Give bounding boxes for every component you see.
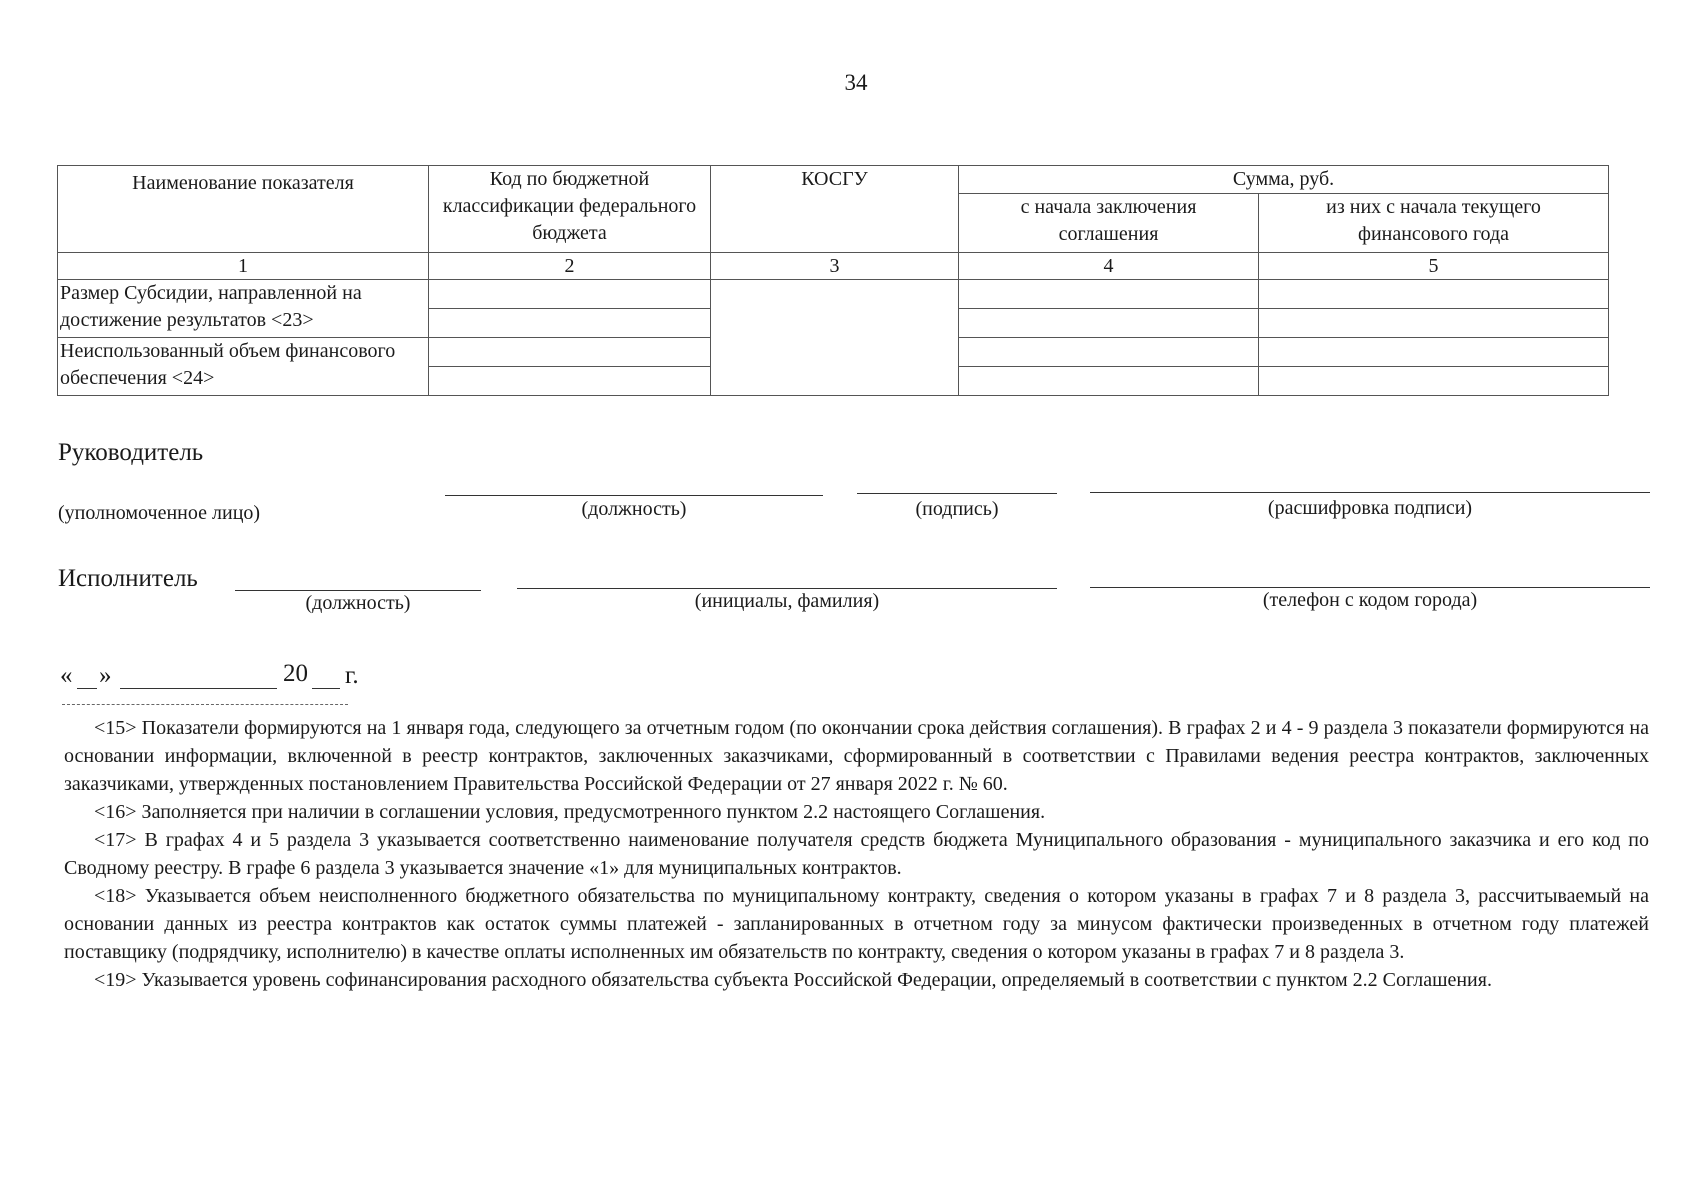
table-cell (959, 367, 1259, 396)
table-cell (1259, 309, 1609, 338)
footnote: <19> Указывается уровень софинансирования расходного обязательства субъекта Российской Федерации, определяемый в соответствии с пунктом 2.2 Соглашения. (94, 969, 1492, 991)
table-cell (711, 280, 959, 396)
page-number: 34 (844, 70, 868, 95)
column-number: 2 (429, 253, 711, 280)
row-label-unused: Неиспользованный объем финансового обеспечения <24> (58, 338, 429, 396)
row-label-subsidy: Размер Субсидии, направленной на достижение результатов <23> (58, 280, 429, 338)
head-subtitle: (уполномоченное лицо) (58, 502, 261, 524)
executor-title: Исполнитель (58, 565, 198, 592)
header-sum: Сумма, руб. (959, 166, 1609, 194)
table-cell (1259, 338, 1609, 367)
executor-position-caption: (должность) (305, 592, 411, 614)
date-year-line (312, 688, 340, 689)
decoding-caption: (расшифровка подписи) (1267, 497, 1473, 519)
table-cell (429, 338, 711, 367)
column-number: 3 (711, 253, 959, 280)
signature-line (857, 493, 1057, 494)
column-number: 4 (959, 253, 1259, 280)
footnote: <17> В графах 4 и 5 раздела 3 указывается соответственно наименование получателя средств бюджета Муниципального образования - муниципального заказчика и его код по Сводному реестру. В графе 6 раздела 3 указывается значение «1» для муниципальных контрактов. (64, 829, 1649, 879)
header-kosgu: КОСГУ (711, 166, 959, 253)
table-cell (429, 280, 711, 309)
footnotes (64, 714, 1649, 994)
date-close-quote: » (99, 662, 112, 689)
date-day-line (77, 688, 97, 689)
date-open-quote: « (60, 662, 73, 689)
header-name: Наименование показателя (58, 166, 429, 253)
table-cell (1259, 280, 1609, 309)
table-cell (959, 309, 1259, 338)
date-year: 20 (283, 660, 308, 687)
signature-caption: (подпись) (915, 498, 999, 520)
column-number: 5 (1259, 253, 1609, 280)
subsidy-table (57, 165, 1609, 396)
header-kbk: Код по бюджетной классификации федерального бюджета (429, 166, 711, 253)
decoding-line (1090, 492, 1650, 493)
column-number: 1 (58, 253, 429, 280)
executor-phone-caption: (телефон с кодом города) (1262, 589, 1478, 611)
table-cell (959, 280, 1259, 309)
executor-name-line (517, 588, 1057, 589)
date-suffix: г. (345, 662, 359, 689)
footnote-separator (62, 704, 348, 705)
position-line (445, 495, 823, 496)
executor-name-caption: (инициалы, фамилия) (694, 590, 880, 612)
header-sum-from-year: из них с начала текущего финансового года (1259, 194, 1609, 253)
executor-phone-line (1090, 587, 1650, 588)
executor-position-line (235, 590, 481, 591)
position-caption: (должность) (581, 498, 687, 520)
table-cell (959, 338, 1259, 367)
date-month-line (120, 688, 277, 689)
header-sum-from-agreement: с начала заключения соглашения (959, 194, 1259, 253)
table-cell (1259, 367, 1609, 396)
footnote: <18> Указывается объем неисполненного бюджетного обязательства по муниципальному контракту, сведения о котором указаны в графах 7 и 8 раздела 3, рассчитываемый на основании данных из реестра контрактов как остаток суммы платежей - запланированных в отчетном году за минусом фактически произведенных в отчетном году платежей поставщику (подрядчику, исполнителю) в качестве оплаты исполненных им обязательств по контракту, сведения о котором указаны в графах 7 и 8 раздела 3. (64, 885, 1649, 963)
footnote: <16> Заполняется при наличии в соглашении условия, предусмотренного пунктом 2.2 настоящего Соглашения. (94, 801, 1046, 823)
table-cell (429, 309, 711, 338)
footnote: <15> Показатели формируются на 1 января года, следующего за отчетным годом (по окончании срока действия соглашения). В графах 2 и 4 - 9 раздела 3 показатели формируются на основании информации, включенной в реестр контрактов, заключенных заказчиками, сформированный в соответствии с Правилами ведения реестра контрактов, заключенных заказчиками, утвержденных постановлением Правительства Российской Федерации от 27 января 2022 г. № 60. (64, 717, 1649, 795)
table-cell (429, 367, 711, 396)
head-title: Руководитель (58, 439, 204, 466)
